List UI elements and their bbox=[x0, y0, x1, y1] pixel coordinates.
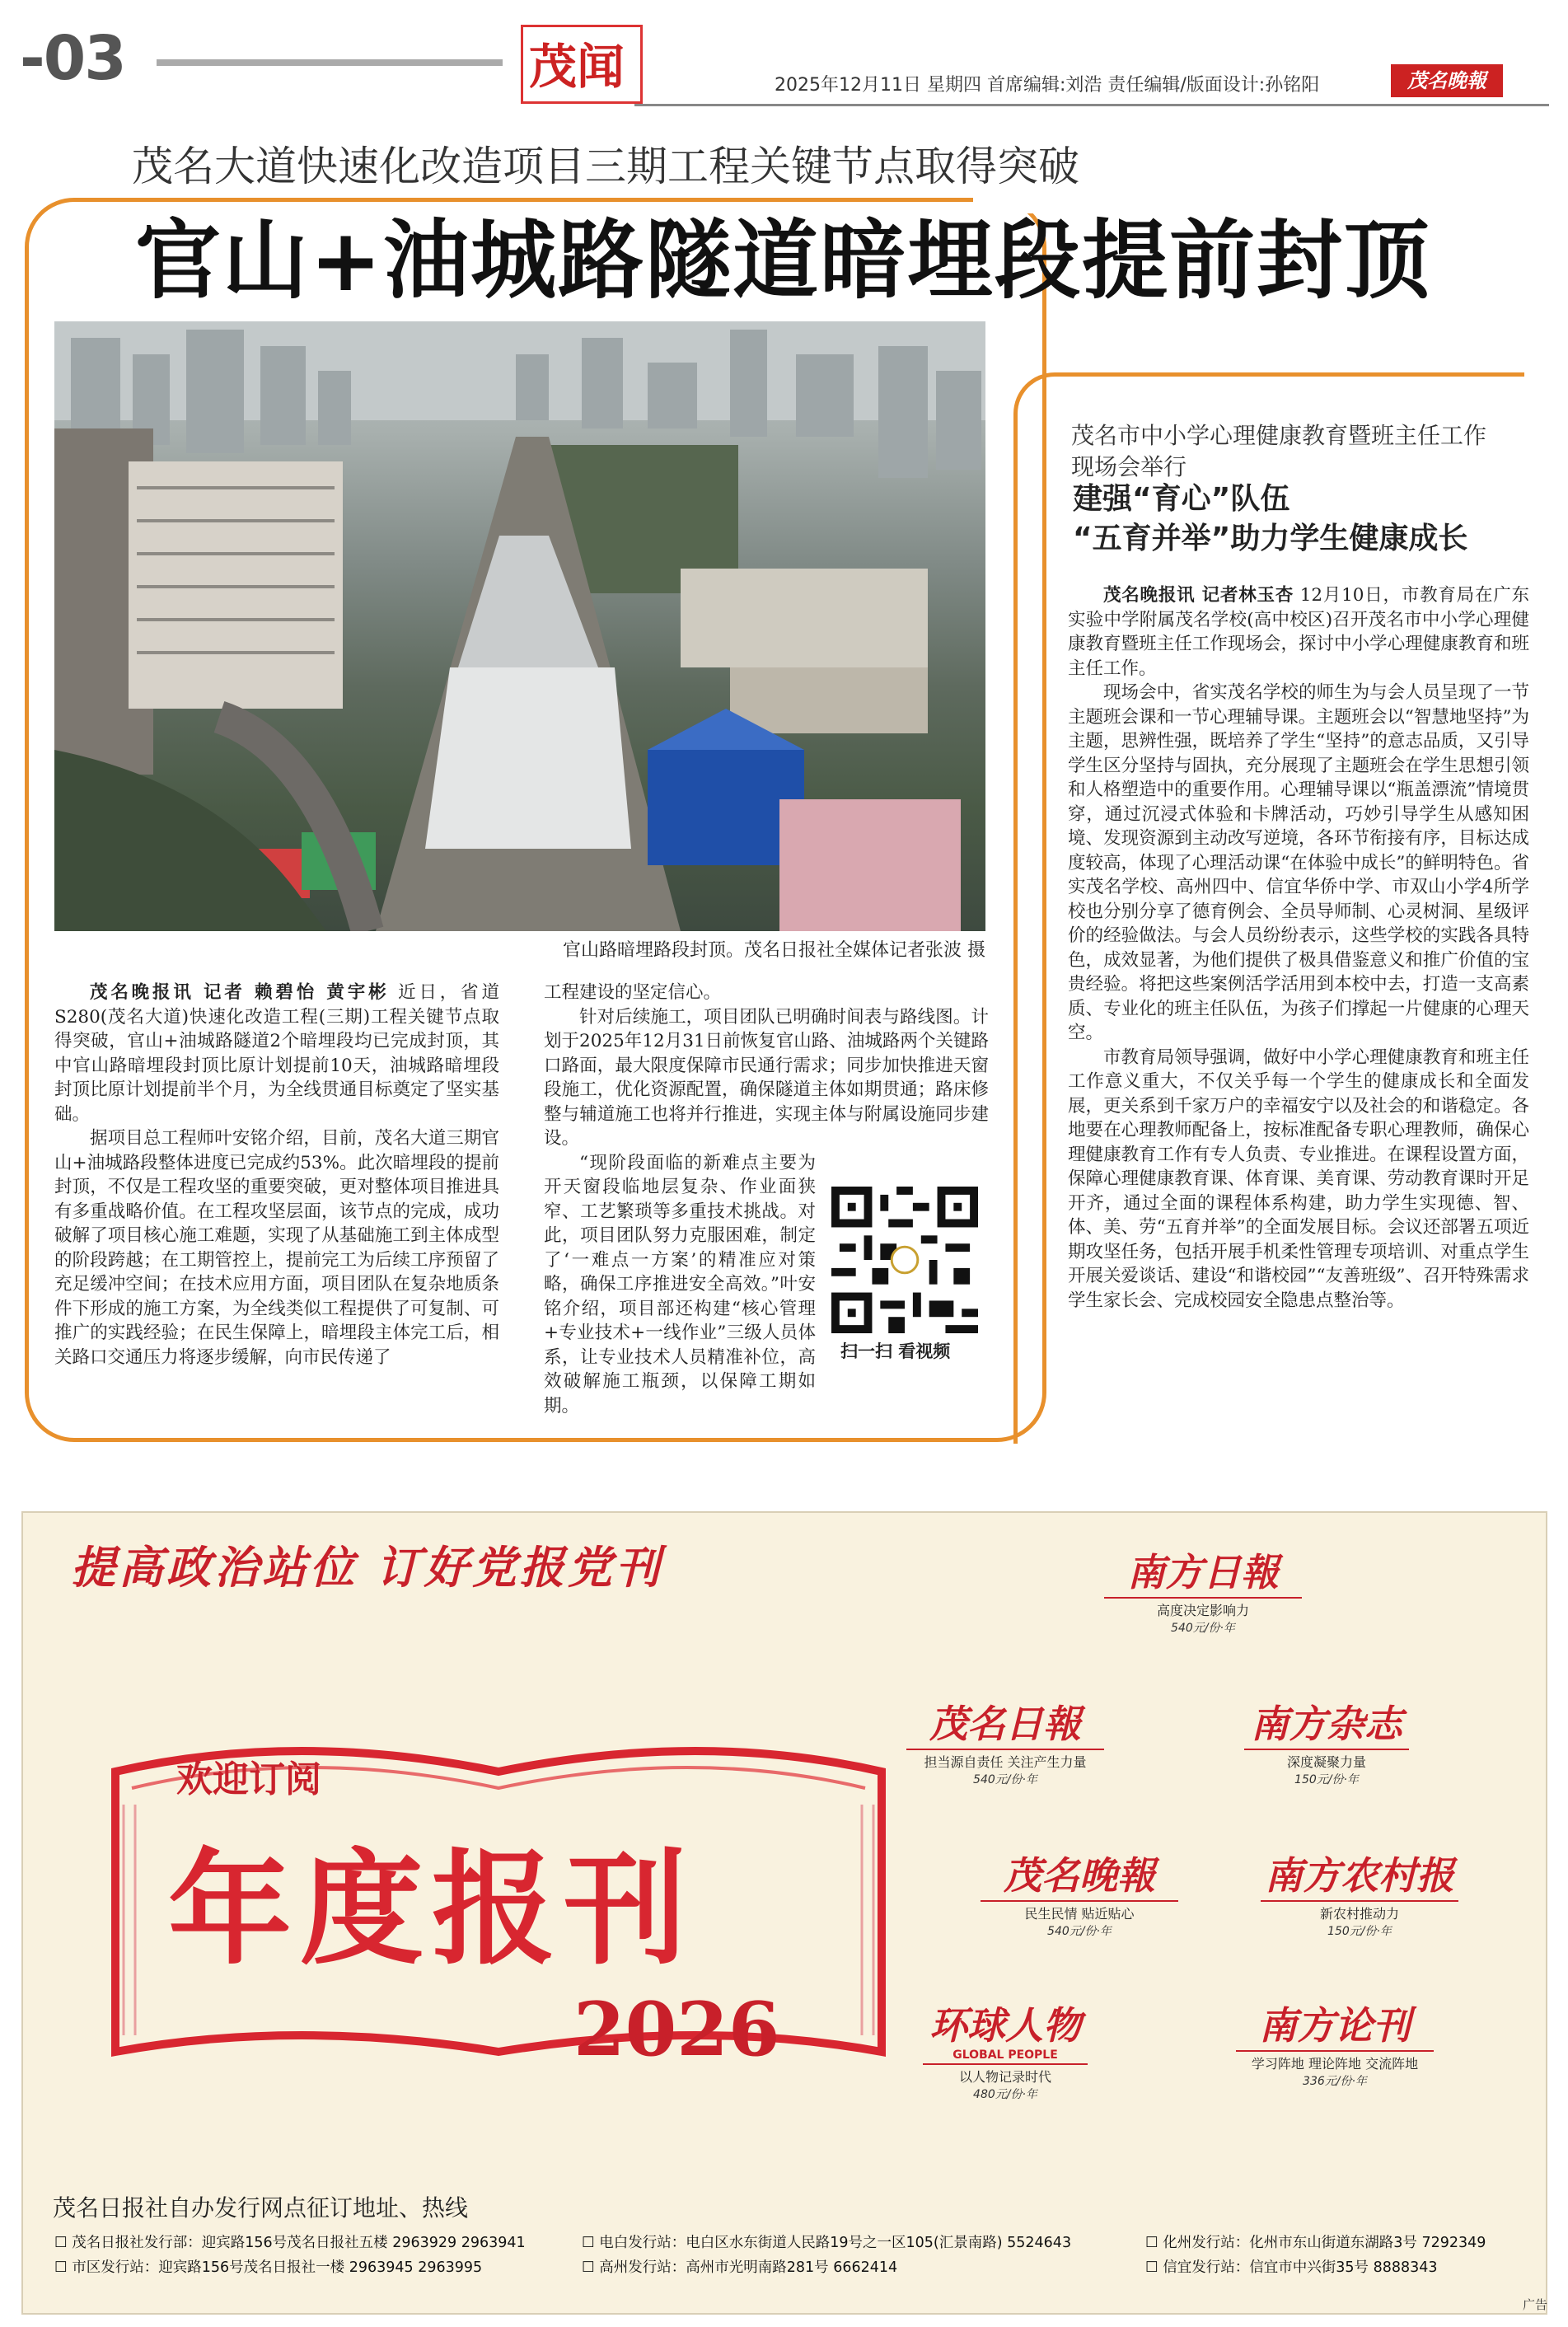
side-column bbox=[1068, 583, 1529, 1313]
pub-maoming-evening bbox=[981, 1852, 1178, 1939]
pub-nanfang-rural bbox=[1261, 1852, 1458, 1939]
pub-price: 150元/份·年 bbox=[1294, 1773, 1359, 1786]
lead-paragraph-4: “现阶段面临的新难点主要为开天窗段临地层复杂、作业面狭窄、工艺繁琐等多重技术挑战。对此，项目团队努力克服困难，制定了‘一难点一方案’的精准应对策略，确保工序推进安全高效。”叶安铭介绍，项目部还构建“核心管理+专业技术+一线作业”三级人员体系，让专业技术人员精准补位，高效破解施工瓶颈，以保障工期如期。 bbox=[544, 1152, 816, 1416]
pub-tagline: 深度凝聚力量 bbox=[1244, 1749, 1409, 1771]
pub-price: 150元/份·年 bbox=[1327, 1925, 1392, 1938]
pub-subname: GLOBAL PEOPLE bbox=[953, 2048, 1058, 2062]
qr-pattern bbox=[831, 1187, 979, 1333]
side-headline bbox=[1073, 480, 1534, 559]
pub-price: 540元/份·年 bbox=[973, 1773, 1037, 1786]
lead-byline: 茂名晚报讯 记者 赖碧怡 黄宇彬 bbox=[90, 982, 390, 1003]
pub-tagline: 高度决定影响力 bbox=[1104, 1597, 1302, 1619]
ad-welcome: 欢迎订阅 bbox=[176, 1758, 321, 1800]
issue-meta: 2025年12月11日 星期四 首席编辑:刘浩 责任编辑/版面设计:孙铭阳 bbox=[775, 75, 1320, 96]
pub-name: 南方日報 bbox=[1127, 1550, 1279, 1594]
address-item: ☐ 市区发行站：迎宾路156号茂名日报社一楼 2963945 2963995 bbox=[54, 2259, 483, 2276]
pub-maoming-daily bbox=[906, 1701, 1104, 1787]
side-paragraph-3: 市教育局领导强调，做好中小学心理健康教育和班主任工作意义重大，不仅关乎每一个学生的健康成长和全面发展，更关系到千家万户的幸福安宁以及社会的和谐稳定。各地要在心理教师配备上，按标准配备专职心理教师，确保心理健康教育工作有专人负责、专业推进。在课程设置方面，保障心理健康教育课、体育课、美育课、劳动教育课时开足开齐，通过全面的课程体系构建，助力学生实现德、智、体、美、劳“五育并举”的全面发展目标。会议还部署五项近期攻坚任务，包括开展手机柔性管理专项培训、对重点学生开展关爱谈话、建设“和谐校园”“友善班级”、召开特殊需求学生家长会、完成校园安全隐患点整治等。 bbox=[1068, 1046, 1529, 1311]
photo-caption: 官山路暗埋路段封顶。茂名日报社全媒体记者张波 摄 bbox=[563, 940, 985, 961]
side-byline: 茂名晚报讯 记者林玉杏 bbox=[1103, 585, 1294, 606]
address-item: ☐ 茂名日报社发行部：迎宾路156号茂名日报社五楼 2963929 2963941 bbox=[54, 2235, 526, 2251]
aerial-photo-illustration bbox=[54, 321, 985, 931]
lead-paragraph-2-cont: 工程建设的坚定信心。 bbox=[544, 982, 722, 1003]
pub-name: 茂名晚報 bbox=[1004, 1853, 1155, 1898]
side-headline-line-1: 建强“育心”队伍 bbox=[1073, 482, 1290, 516]
header-underline bbox=[634, 104, 1549, 106]
address-item: ☐ 电白发行站：电白区水东街道人民路19号之一区105(汇景南路) 5524643 bbox=[582, 2235, 1072, 2251]
pub-nanfang-forum bbox=[1236, 2002, 1434, 2089]
lead-headline: 官山+油城路隧道暗埋段提前封顶 bbox=[135, 210, 1432, 311]
masthead-logo: 茂名晚報 bbox=[1391, 64, 1503, 97]
video-qr-code[interactable] bbox=[831, 1187, 979, 1333]
pub-name: 南方杂志 bbox=[1251, 1702, 1402, 1746]
section-title: 茂闻 bbox=[529, 39, 625, 95]
side-kicker: 茂名市中小学心理健康教育暨班主任工作现场会举行 bbox=[1071, 422, 1487, 480]
page-number: -03 bbox=[20, 23, 125, 94]
side-paragraph-1: 12月10日，市教育局在广东实验中学附属茂名学校(高中校区)召开茂名市中小学心理健康教育暨班主任工作现场会，探讨中小学心理健康教育和班主任工作。 bbox=[1068, 585, 1529, 679]
lead-paragraph-2: 据项目总工程师叶安铭介绍，目前，茂名大道三期官山+油城路段整体进度已完成约53%。此次暗埋段的提前封顶，不仅是工程攻坚的重要突破，更对整体项目推进具有多重战略价值。在工程攻坚层面，该节点的完成，成功破解了项目核心施工难题，实现了从基础施工到主体成型的阶段跨越；在工期管控上，提前完工为后续工序预留了充足缓冲空间；在技术应用方面，项目团队在复杂地质条件下形成的施工方案，为全线类似工程提供了可复制、可推广的实践经验；在民生保障上，暗埋段主体完工后，相关路口交通压力将逐步缓解，向市民传递了 bbox=[54, 1128, 499, 1368]
ad-mark: 广告 bbox=[1523, 2297, 1548, 2312]
pub-price: 540元/份·年 bbox=[1047, 1925, 1112, 1938]
pub-name: 茂名日報 bbox=[929, 1702, 1081, 1746]
pub-tagline: 新农村推动力 bbox=[1261, 1900, 1458, 1922]
ad-year: 2026 bbox=[573, 1986, 780, 2073]
pub-global-people bbox=[923, 2002, 1088, 2102]
address-item: ☐ 信宜发行站：信宜市中兴街35号 8888343 bbox=[1145, 2259, 1438, 2276]
lead-kicker: 茂名大道快速化改造项目三期工程关键节点取得突破 bbox=[132, 143, 1079, 190]
pub-price: 480元/份·年 bbox=[973, 2088, 1037, 2101]
qr-label: 扫一扫 看视频 bbox=[840, 1341, 951, 1361]
header-rule bbox=[157, 59, 503, 66]
pub-tagline: 担当源自责任 关注产生力量 bbox=[906, 1749, 1104, 1771]
ad-annual: 年度报刊 bbox=[168, 1837, 696, 1982]
address-item: ☐ 化州发行站：化州市东山街道东湖路3号 7292349 bbox=[1145, 2235, 1486, 2251]
ad-slogan: 提高政治站位 订好党报党刊 bbox=[71, 1541, 663, 1594]
pub-name: 环球人物 bbox=[929, 2003, 1081, 2048]
pub-tagline: 民生民情 贴近贴心 bbox=[981, 1900, 1178, 1922]
lead-column-1 bbox=[54, 981, 499, 1370]
pub-nanfang-daily bbox=[1104, 1549, 1302, 1636]
lead-paragraph-3: 针对后续施工，项目团队已明确时间表与路线图。计划于2025年12月31日前恢复官山路、油城路两个关键路口路面，最大限度保障市民通行需求；同步加快推进天窗段施工，优化资源配置，确保隧道主体如期贯通；路床修整与辅道施工也将并行推进，实现主体与附属设施同步建设。 bbox=[544, 1006, 989, 1149]
tunnel-aerial-photo bbox=[54, 321, 985, 931]
pub-name: 南方论刊 bbox=[1259, 2003, 1411, 2048]
lead-paragraph-1: 近日，省道S280(茂名大道)快速化改造工程(三期)工程关键节点取得突破，官山+油城路隧道2个暗埋段均已完成封顶，其中官山路暗埋段封顶比原计划提前10天，油城路暗埋段封顶比原计划提前半个月，为全线贯通目标奠定了坚实基础。 bbox=[54, 982, 499, 1125]
address-item: ☐ 高州发行站：高州市光明南路281号 6662414 bbox=[582, 2259, 898, 2276]
pub-name: 南方农村报 bbox=[1265, 1853, 1454, 1898]
pub-tagline: 学习阵地 理论阵地 交流阵地 bbox=[1236, 2050, 1434, 2072]
pub-tagline: 以人物记录时代 bbox=[923, 2063, 1088, 2086]
side-headline-line-2: “五育并举”助力学生健康成长 bbox=[1073, 522, 1468, 555]
side-paragraph-2: 现场会中，省实茂名学校的师生为与会人员呈现了一节主题班会课和一节心理辅导课。主题班会以“智慧地坚持”为主题，思辨性强，既培养了学生“坚持”的意志品质，又引导学生区分坚持与固执，充分展现了主题班会在学生思想引领和人格塑造中的重要作用。心理辅导课以“瓶盖漂流”情境贯穿，通过沉浸式体验和卡牌活动，巧妙引导学生从感知困境、发现资源到主动改写逆境，各环节衔接有序，目标达成度较高，体现了心理活动课“在体验中成长”的鲜明特色。省实茂名学校、高州四中、信宜华侨中学、市双山小学4所学校也分别分享了德育例会、全员导师制、心灵树洞、星级评价的经验做法。与会人员纷纷表示，这些学校的实践各具特色，成效显著，为他们提供了极具借鉴意义和推广价值的宝贵经验。将把这些案例活学活用到本校中去，打造一支高素质、专业化的班主任队伍，为孩子们撑起一片健康的心理天空。 bbox=[1068, 682, 1529, 1043]
address-title: 茂名日报社自办发行网点征订地址、热线 bbox=[53, 2194, 469, 2222]
pub-price: 336元/份·年 bbox=[1303, 2075, 1367, 2088]
pub-price: 540元/份·年 bbox=[1171, 1622, 1235, 1635]
pub-nanfang-magazine bbox=[1244, 1701, 1409, 1787]
